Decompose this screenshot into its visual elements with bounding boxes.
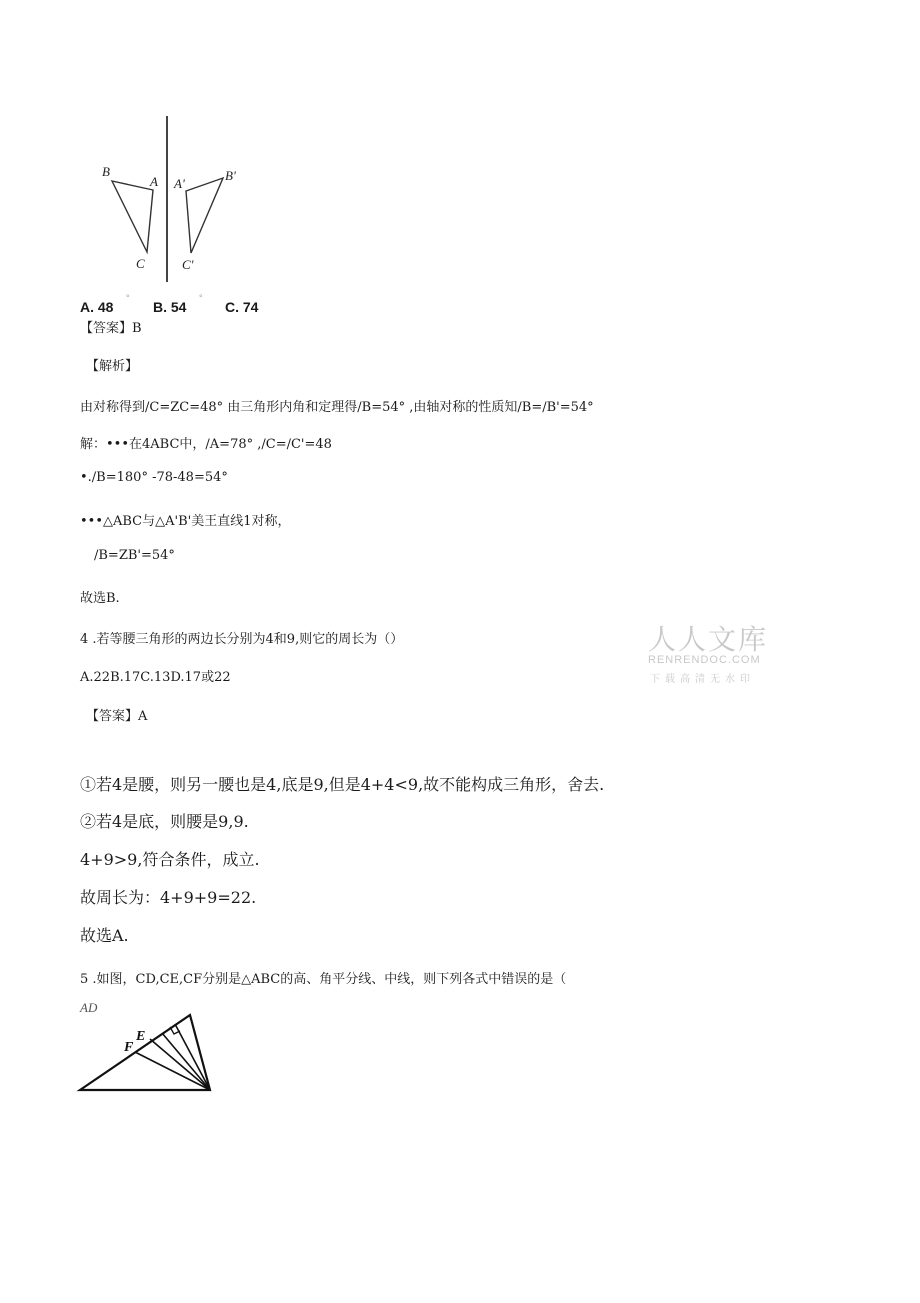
label-f: F bbox=[124, 1040, 134, 1055]
triangle-a-prime-b-prime-c-prime bbox=[186, 178, 223, 253]
label-b: B bbox=[102, 164, 110, 179]
triangle-abc bbox=[112, 181, 153, 252]
label-a-prime: A' bbox=[174, 176, 185, 191]
watermark-domain: RENRENDOC.COM bbox=[648, 654, 761, 666]
q3-answer: 【答案】B bbox=[80, 321, 142, 336]
option-a: A. 48 bbox=[80, 299, 114, 315]
q4-solution-line: 故周长为：4+9+9=22. bbox=[80, 888, 257, 907]
label-b-prime: B' bbox=[225, 168, 236, 183]
q3-line: •••△ABC与△A'B'美王直线1对称， bbox=[80, 514, 291, 529]
q3-analysis-title: 【解析】 bbox=[86, 359, 139, 374]
label-a: A bbox=[150, 174, 158, 189]
q3-line: 故选B. bbox=[80, 591, 120, 606]
q5-fig-text: AD bbox=[80, 1000, 98, 1015]
degree-mark: ° bbox=[126, 293, 130, 303]
option-c: C. 74 bbox=[225, 299, 259, 315]
q4-answer: 【答案】A bbox=[86, 709, 148, 724]
q4-options: A.22B.17C.13D.17或22 bbox=[80, 670, 231, 685]
degree-mark: ° bbox=[199, 293, 203, 303]
watermark-subtitle: 下载高清无水印 bbox=[650, 674, 755, 685]
watermark-title: 人人文库 bbox=[648, 623, 769, 656]
q4-solution-line: ②若4是底，则腰是9,9. bbox=[80, 812, 249, 831]
q4-solution-line: 故选A. bbox=[80, 926, 129, 945]
q3-line: /B=ZB'=54° bbox=[94, 548, 175, 563]
label-e: E bbox=[136, 1029, 146, 1044]
q3-line: 解：•••在4ABC中，/A=78° ,/C=/C'=48 bbox=[80, 437, 332, 452]
q5-question: 5 .如图，CD,CE,CF分别是△ABC的高、角平分线、中线，则下列各式中错误的是（ bbox=[80, 972, 567, 987]
label-c-prime: C' bbox=[182, 257, 194, 272]
q4-solution-line: ①若4是腰，则另一腰也是4,底是9,但是4+4<9,故不能构成三角形，舍去. bbox=[80, 775, 605, 794]
label-c: C bbox=[136, 256, 145, 271]
q3-line: 由对称得到/C=ZC=48° 由三角形内角和定理得/B=54° ,由轴对称的性质知/B=/B'=54° bbox=[80, 400, 594, 415]
q4-solution-line: 4+9>9,符合条件，成立. bbox=[80, 850, 260, 869]
option-b: B. 54 bbox=[153, 299, 187, 315]
q3-line: •./B=180° -78-48=54° bbox=[80, 470, 228, 485]
q4-question: 4 .若等腰三角形的两边长分别为4和9,则它的周长为（） bbox=[80, 632, 404, 647]
symmetry-figure bbox=[90, 112, 280, 284]
altitude-cd bbox=[175, 1024, 210, 1090]
triangle-figure bbox=[76, 1010, 218, 1094]
